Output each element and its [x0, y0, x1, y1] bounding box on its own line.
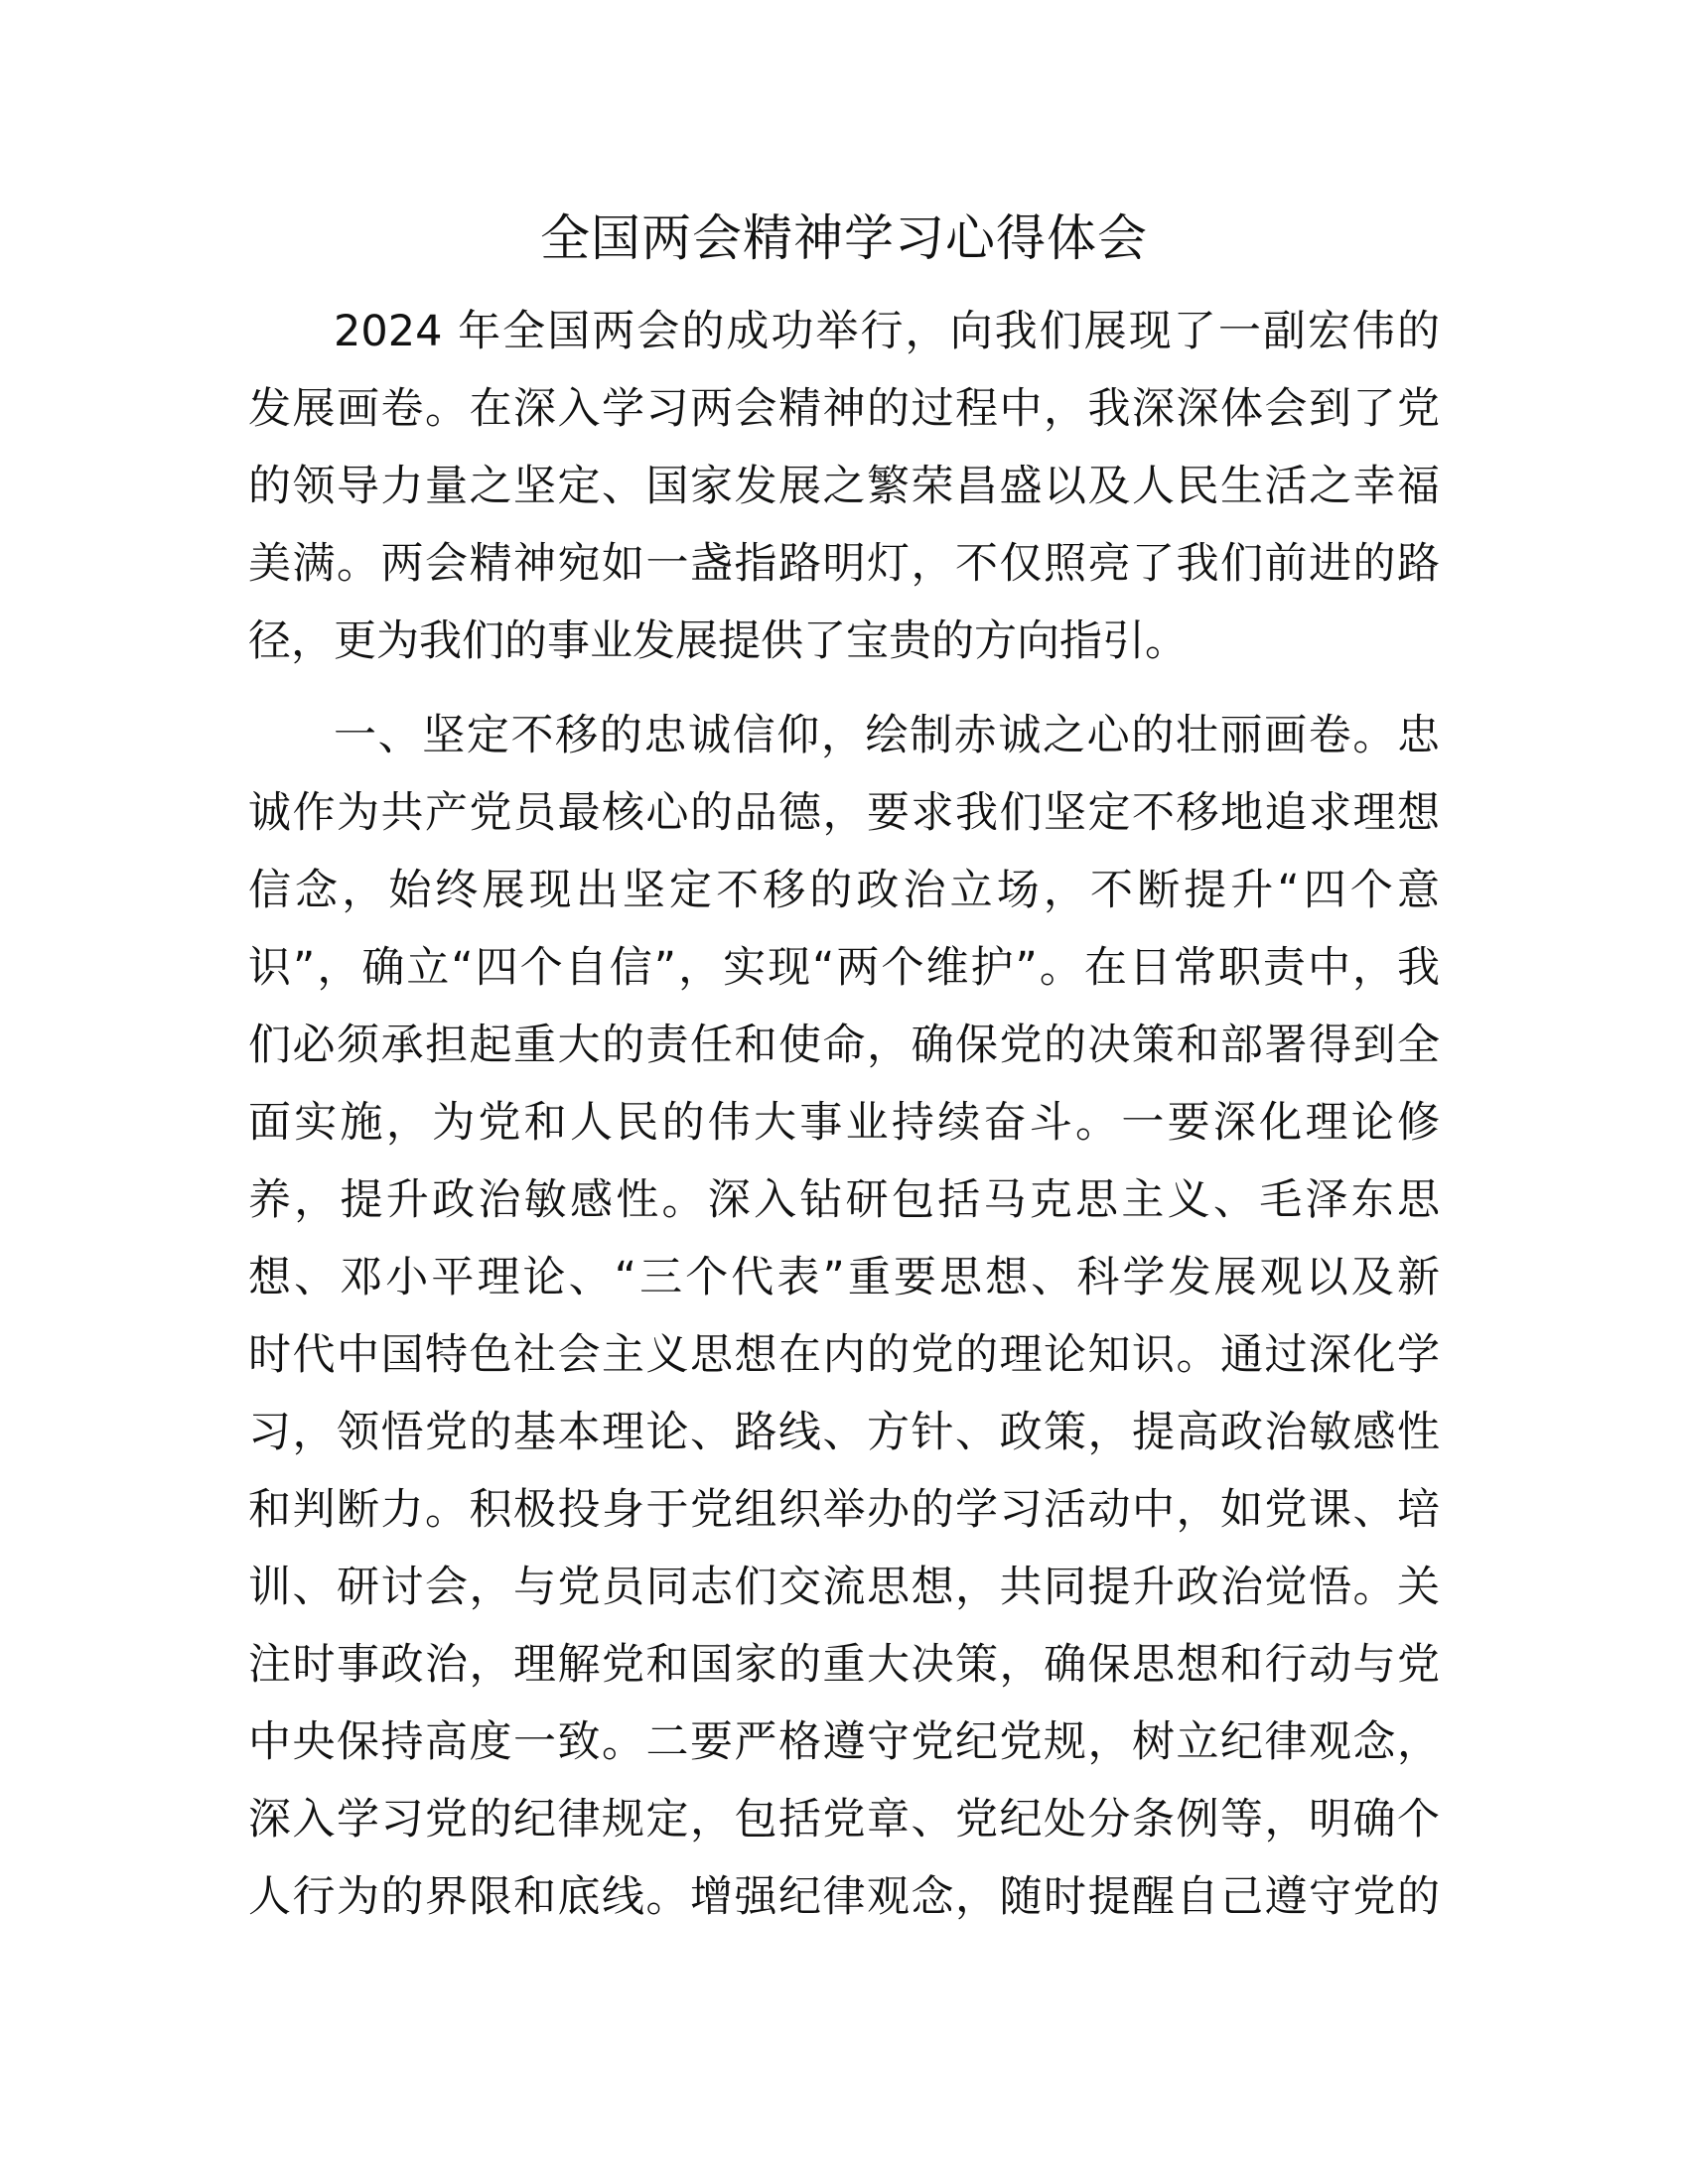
paragraph-1-line-4: 美满。两会精神宛如一盏指路明灯，不仅照亮了我们前进的路 [248, 539, 1440, 589]
paragraph-1-line-2: 发展画卷。在深入学习两会精神的过程中，我深深体会到了党 [248, 384, 1440, 434]
paragraph-2-line-6: 面实施，为党和人民的伟大事业持续奋斗。一要深化理论修 [248, 1098, 1440, 1148]
paragraph-1-line-3: 的领导力量之坚定、国家发展之繁荣昌盛以及人民生活之幸福 [248, 462, 1440, 511]
paragraph-2-line-9: 时代中国特色社会主义思想在内的党的理论知识。通过深化学 [248, 1330, 1440, 1380]
paragraph-2-line-1: 一、坚定不移的忠诚信仰，绘制赤诚之心的壮丽画卷。忠 [334, 711, 1440, 760]
paragraph-2-line-16: 人行为的界限和底线。增强纪律观念，随时提醒自己遵守党的 [248, 1872, 1440, 1922]
paragraph-2-line-3: 信念，始终展现出坚定不移的政治立场，不断提升“四个意 [248, 866, 1440, 915]
paragraph-2-line-5: 们必须承担起重大的责任和使命，确保党的决策和部署得到全 [248, 1021, 1440, 1070]
document-title: 全国两会精神学习心得体会 [540, 209, 1148, 267]
paragraph-2-line-12: 训、研讨会，与党员同志们交流思想，共同提升政治觉悟。关 [248, 1563, 1440, 1612]
paragraph-2-line-7: 养，提升政治敏感性。深入钻研包括马克思主义、毛泽东思 [248, 1175, 1440, 1225]
paragraph-1-line-1: 2024 年全国两会的成功举行，向我们展现了一副宏伟的 [334, 307, 1440, 356]
paragraph-2-line-13: 注时事政治，理解党和国家的重大决策，确保思想和行动与党 [248, 1640, 1440, 1690]
paragraph-2-line-15: 深入学习党的纪律规定，包括党章、党纪处分条例等，明确个 [248, 1795, 1440, 1844]
paragraph-2-line-8: 想、邓小平理论、“三个代表”重要思想、科学发展观以及新 [248, 1253, 1440, 1302]
paragraph-1-line-5: 径，更为我们的事业发展提供了宝贵的方向指引。 [248, 616, 1188, 666]
paragraph-2-line-2: 诚作为共产党员最核心的品德，要求我们坚定不移地追求理想 [248, 788, 1440, 838]
paragraph-2-line-14: 中央保持高度一致。二要严格遵守党纪党规，树立纪律观念， [248, 1717, 1440, 1767]
paragraph-2-line-4: 识”，确立“四个自信”，实现“两个维护”。在日常职责中，我 [248, 943, 1440, 993]
paragraph-2-line-10: 习，领悟党的基本理论、路线、方针、政策，提高政治敏感性 [248, 1408, 1440, 1457]
paragraph-2-line-11: 和判断力。积极投身于党组织举办的学习活动中，如党课、培 [248, 1485, 1440, 1535]
